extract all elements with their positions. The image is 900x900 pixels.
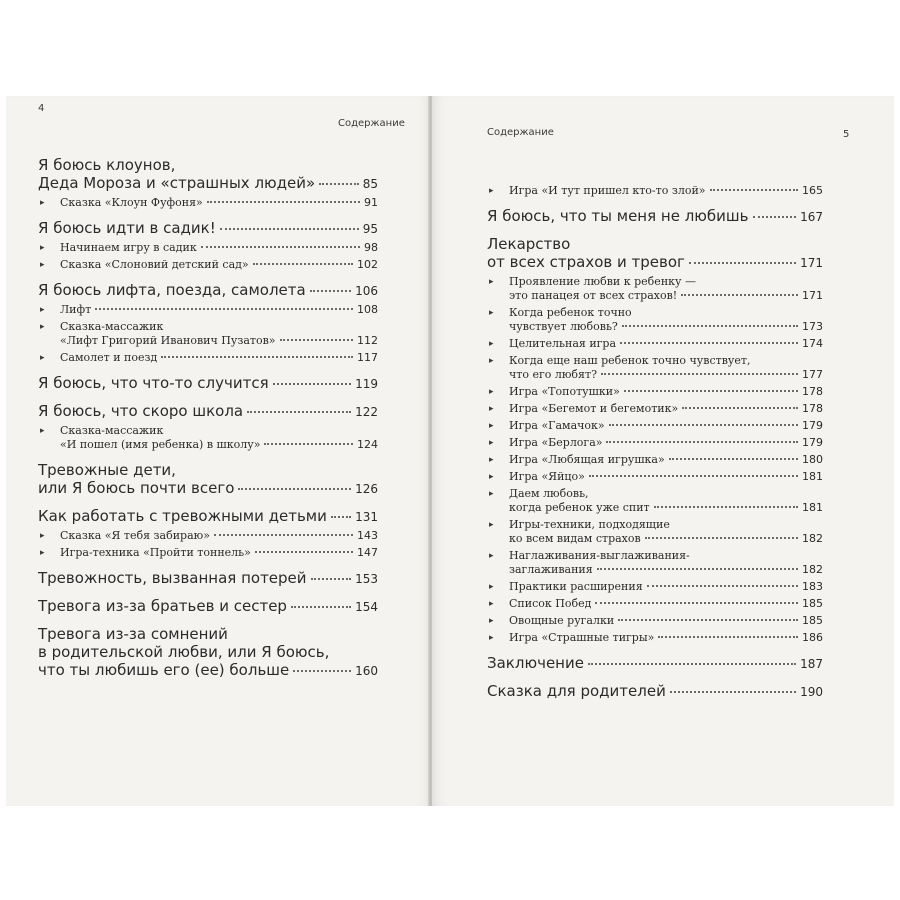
dot-leader	[220, 228, 359, 230]
toc-title-line: Игра «Топотушки»	[509, 385, 620, 398]
dot-leader	[255, 551, 353, 553]
right-running-header: Содержание	[487, 127, 554, 138]
dot-leader	[95, 308, 353, 310]
toc-page-number: 185	[802, 614, 823, 627]
toc-subentry	[487, 436, 823, 450]
toc-title-line: Лекарство	[487, 235, 571, 253]
toc-page-number: 119	[355, 377, 378, 391]
toc-title-line: Тревожные дети,	[38, 461, 176, 479]
toc-page-number: 131	[355, 510, 378, 524]
dot-leader	[291, 606, 351, 608]
bullet-triangle-icon: ▸	[40, 243, 45, 253]
toc-page-number: 106	[355, 284, 378, 298]
toc-chapter	[38, 156, 378, 193]
toc-title-line: Я боюсь идти в садик!	[38, 219, 216, 237]
dot-leader	[624, 390, 798, 392]
toc-chapter	[38, 374, 378, 393]
dot-leader	[238, 488, 351, 490]
toc-subentry	[38, 320, 378, 348]
toc-subentry	[38, 351, 378, 365]
toc-subentry	[487, 518, 823, 546]
dot-leader	[589, 475, 798, 477]
dot-leader	[753, 216, 797, 218]
dot-leader	[601, 373, 798, 375]
bullet-triangle-icon: ▸	[489, 438, 494, 448]
toc-chapter	[38, 281, 378, 300]
toc-page-number: 98	[364, 241, 378, 254]
toc-title-line: Сказка для родителей	[487, 682, 666, 700]
toc-title-line: Сказка-массажик	[60, 424, 164, 437]
dot-leader	[645, 537, 798, 539]
bullet-triangle-icon: ▸	[40, 322, 45, 332]
bullet-triangle-icon: ▸	[489, 356, 494, 366]
bullet-triangle-icon: ▸	[40, 198, 45, 208]
dot-leader	[588, 663, 796, 665]
bullet-triangle-icon: ▸	[489, 582, 494, 592]
toc-chapter	[38, 625, 378, 680]
toc-page-number: 153	[355, 572, 378, 586]
toc-title-line: Овощные ругалки	[509, 614, 615, 627]
bullet-triangle-icon: ▸	[489, 387, 494, 397]
toc-title-line: от всех страхов и тревог	[487, 253, 685, 271]
toc-page-number: 160	[355, 664, 378, 678]
dot-leader	[609, 424, 798, 426]
toc-chapter	[38, 597, 378, 616]
bullet-triangle-icon: ▸	[489, 599, 494, 609]
dot-leader	[682, 407, 798, 409]
toc-subentry	[38, 241, 378, 255]
toc-title-line: Целительная игра	[509, 337, 617, 350]
toc-title-line: когда ребенок уже спит	[509, 501, 650, 514]
bullet-triangle-icon: ▸	[489, 551, 494, 561]
toc-title-line: ко всем видам страхов	[509, 532, 641, 545]
toc-title-line: Начинаем игру в садик	[60, 241, 197, 254]
toc-title-line: Игра «Гамачок»	[509, 419, 605, 432]
toc-chapter	[38, 507, 378, 526]
bullet-triangle-icon: ▸	[489, 277, 494, 287]
dot-leader	[681, 294, 798, 296]
toc-page-number: 187	[800, 657, 823, 671]
toc-subentry	[38, 529, 378, 543]
toc-title-line: Проявление любви к ребенку —	[509, 275, 696, 288]
toc-page-number: 85	[362, 177, 378, 191]
toc-title-line: что ты любишь его (ее) больше	[38, 661, 290, 679]
toc-subentry	[487, 337, 823, 351]
bullet-triangle-icon: ▸	[489, 616, 494, 626]
toc-title-line: или Я боюсь почти всего	[38, 479, 235, 497]
toc-subentry	[487, 549, 823, 577]
dot-leader	[331, 516, 351, 518]
bullet-triangle-icon: ▸	[489, 472, 494, 482]
toc-subentry	[487, 402, 823, 416]
bullet-triangle-icon: ▸	[489, 455, 494, 465]
toc-title-line: Самолет и поезд	[60, 351, 158, 364]
toc-subentry	[487, 306, 823, 334]
toc-subentry	[487, 487, 823, 515]
dot-leader	[658, 636, 798, 638]
toc-page-number: 117	[357, 351, 378, 364]
toc-page-number: 182	[802, 532, 823, 545]
bullet-triangle-icon: ▸	[40, 353, 45, 363]
bullet-triangle-icon: ▸	[489, 489, 494, 499]
toc-page-number: 154	[355, 600, 378, 614]
toc-page-number: 102	[357, 258, 378, 271]
toc-subentry	[38, 196, 378, 210]
toc-page-number: 126	[355, 482, 378, 496]
bullet-triangle-icon: ▸	[40, 426, 45, 436]
dot-leader	[161, 356, 353, 358]
toc-subentry	[487, 580, 823, 594]
toc-subentry	[487, 614, 823, 628]
left-page-number: 4	[38, 103, 45, 114]
toc-chapter	[487, 654, 823, 673]
toc-page-number: 171	[802, 289, 823, 302]
toc-subentry	[487, 597, 823, 611]
toc-title-line: заглаживания	[509, 563, 593, 576]
toc-chapter	[38, 569, 378, 588]
toc-page-number: 108	[357, 303, 378, 316]
toc-chapter	[38, 402, 378, 421]
dot-leader	[654, 506, 798, 508]
toc-page-number: 165	[802, 184, 823, 197]
bullet-triangle-icon: ▸	[489, 404, 494, 414]
toc-title-line: Я боюсь, что ты меня не любишь	[487, 207, 749, 225]
dot-leader	[253, 263, 353, 265]
toc-title-line: Игра «И тут пришел кто-то злой»	[509, 184, 706, 197]
dot-leader	[310, 290, 351, 292]
toc-left	[38, 156, 378, 680]
toc-title-line: Я боюсь клоунов,	[38, 156, 176, 174]
toc-subentry	[487, 354, 823, 382]
toc-title-line: Игра «Берлога»	[509, 436, 603, 449]
toc-page-number: 173	[802, 320, 823, 333]
toc-page-number: 190	[800, 685, 823, 699]
bullet-triangle-icon: ▸	[489, 339, 494, 349]
dot-leader	[669, 458, 798, 460]
right-page-number: 5	[843, 129, 850, 140]
toc-page-number: 112	[357, 334, 378, 347]
toc-page-number: 178	[802, 385, 823, 398]
bullet-triangle-icon: ▸	[40, 548, 45, 558]
toc-chapter	[487, 235, 823, 272]
toc-subentry	[487, 419, 823, 433]
toc-title-line: Когда ребенок точно	[509, 306, 632, 319]
dot-leader	[620, 342, 798, 344]
toc-title-line: Когда еще наш ребенок точно чувствует,	[509, 354, 751, 367]
dot-leader	[214, 534, 353, 536]
bullet-triangle-icon: ▸	[489, 308, 494, 318]
dot-leader	[293, 670, 351, 672]
dot-leader	[264, 443, 353, 445]
toc-title-line: Игры-техники, подходящие	[509, 518, 670, 531]
toc-title-line: «Лифт Григорий Иванович Пузатов»	[60, 334, 276, 347]
toc-title-line: Игра «Любящая игрушка»	[509, 453, 665, 466]
toc-title-line: Лифт	[60, 303, 92, 316]
toc-title-line: Практики расширения	[509, 580, 643, 593]
dot-leader	[280, 339, 353, 341]
toc-title-line: Как работать с тревожными детьми	[38, 507, 327, 525]
dot-leader	[597, 568, 798, 570]
toc-title-line: Сказка «Я тебя забираю»	[60, 529, 210, 542]
toc-title-line: «И пошел (имя ребенка) в школу»	[60, 438, 261, 451]
dot-leader	[689, 262, 796, 264]
bullet-triangle-icon: ▸	[489, 186, 494, 196]
toc-subentry	[487, 385, 823, 399]
toc-title-line: Игра «Яйцо»	[509, 470, 585, 483]
toc-page-number: 122	[355, 405, 378, 419]
bullet-triangle-icon: ▸	[489, 520, 494, 530]
toc-title-line: Сказка «Слоновий детский сад»	[60, 258, 249, 271]
toc-page-number: 177	[802, 368, 823, 381]
toc-chapter	[487, 682, 823, 701]
toc-title-line: Тревожность, вызванная потерей	[38, 569, 307, 587]
toc-title-line: Я боюсь, что что-то случится	[38, 374, 269, 392]
toc-title-line: Игра-техника «Пройти тоннель»	[60, 546, 251, 559]
dot-leader	[201, 246, 360, 248]
toc-title-line: что его любят?	[509, 368, 597, 381]
dot-leader	[273, 383, 351, 385]
toc-subentry	[487, 275, 823, 303]
toc-title-line: Тревога из-за братьев и сестер	[38, 597, 287, 615]
dot-leader	[247, 411, 351, 413]
toc-chapter	[38, 219, 378, 238]
bullet-triangle-icon: ▸	[40, 260, 45, 270]
toc-title-line: Даем любовь,	[509, 487, 589, 500]
toc-chapter	[487, 207, 823, 226]
toc-title-line: Сказка «Клоун Фуфоня»	[60, 196, 203, 209]
toc-page-number: 143	[357, 529, 378, 542]
toc-page-number: 178	[802, 402, 823, 415]
toc-page-number: 95	[362, 222, 378, 236]
bullet-triangle-icon: ▸	[40, 305, 45, 315]
toc-page-number: 182	[802, 563, 823, 576]
toc-page-number: 180	[802, 453, 823, 466]
toc-title-line: Игра «Бегемот и бегемотик»	[509, 402, 679, 415]
toc-page-number: 183	[802, 580, 823, 593]
toc-title-line: чувствует любовь?	[509, 320, 618, 333]
dot-leader	[618, 619, 798, 621]
toc-title-line: Список Побед	[509, 597, 592, 610]
dot-leader	[606, 441, 798, 443]
toc-page-number: 179	[802, 436, 823, 449]
dot-leader	[595, 602, 798, 604]
bullet-triangle-icon: ▸	[489, 421, 494, 431]
toc-page-number: 171	[800, 256, 823, 270]
toc-subentry	[38, 258, 378, 272]
bullet-triangle-icon: ▸	[489, 633, 494, 643]
toc-title-line: Я боюсь лифта, поезда, самолета	[38, 281, 306, 299]
toc-page-number: 167	[800, 210, 823, 224]
toc-title-line: Сказка-массажик	[60, 320, 164, 333]
toc-page-number: 181	[802, 470, 823, 483]
toc-title-line: Тревога из-за сомнений	[38, 625, 228, 643]
toc-right	[487, 184, 823, 701]
toc-page-number: 179	[802, 419, 823, 432]
dot-leader	[207, 201, 360, 203]
toc-subentry	[487, 184, 823, 198]
bullet-triangle-icon: ▸	[40, 531, 45, 541]
toc-subentry	[38, 303, 378, 317]
dot-leader	[647, 585, 798, 587]
toc-subentry	[38, 546, 378, 560]
toc-page-number: 174	[802, 337, 823, 350]
left-running-header: Содержание	[338, 118, 405, 129]
toc-subentry	[487, 470, 823, 484]
dot-leader	[710, 189, 798, 191]
toc-subentry	[487, 453, 823, 467]
toc-page-number: 147	[357, 546, 378, 559]
toc-page-number: 186	[802, 631, 823, 644]
toc-title-line: Деда Мороза и «страшных людей»	[38, 174, 316, 192]
dot-leader	[319, 183, 359, 185]
toc-title-line: Игра «Страшные тигры»	[509, 631, 655, 644]
toc-title-line: Заключение	[487, 654, 584, 672]
toc-subentry	[487, 631, 823, 645]
toc-page-number: 91	[364, 196, 378, 209]
toc-chapter	[38, 461, 378, 498]
toc-subentry	[38, 424, 378, 452]
toc-title-line: Наглаживания-выглаживания-	[509, 549, 690, 562]
toc-page-number: 124	[357, 438, 378, 451]
toc-page-number: 185	[802, 597, 823, 610]
toc-title-line: в родительской любви, или Я боюсь,	[38, 643, 330, 661]
toc-title-line: это панацея от всех страхов!	[509, 289, 678, 302]
toc-page-number: 181	[802, 501, 823, 514]
dot-leader	[670, 691, 796, 693]
dot-leader	[311, 578, 352, 580]
toc-title-line: Я боюсь, что скоро школа	[38, 402, 244, 420]
dot-leader	[622, 325, 798, 327]
